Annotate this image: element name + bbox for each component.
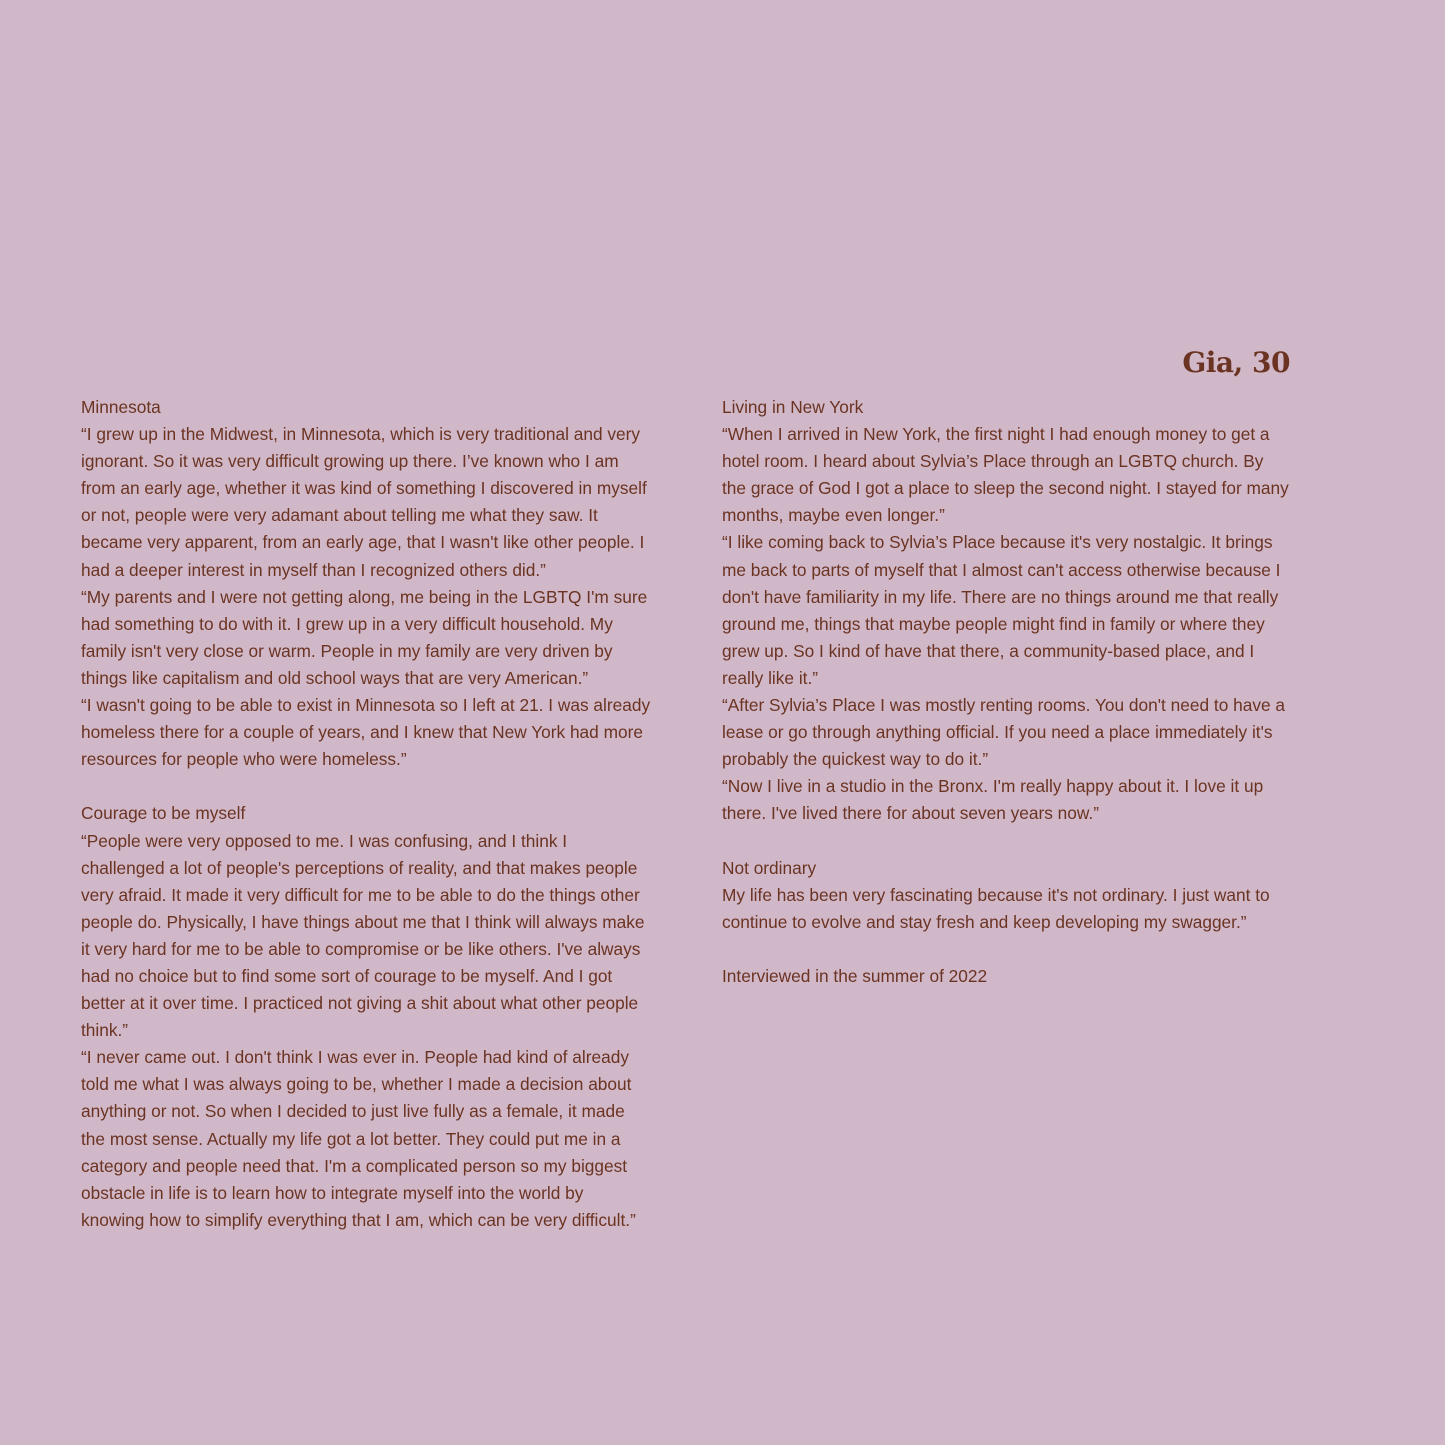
text-line: obstacle in life is to learn how to integrate myself into the world by [81,1182,584,1203]
text-line: told me what I was always going to be, whether I made a decision about [81,1074,632,1095]
text-line: “People were very opposed to me. I was confusing, and I think I [81,830,568,851]
text-line: “Now I live in a studio in the Bronx. I'm really happy about it. I love it up [722,776,1264,797]
text-line: ground me, things that maybe people might find in family or where they [722,613,1265,634]
text-line: don't have familiarity in my life. There are no things around me that really [722,586,1279,607]
text-line: had a deeper interest in myself than I recognized others did.” [81,559,546,580]
text-line: from an early age, whether it was kind of something I discovered in myself [81,478,647,499]
text-line: knowing how to simplify everything that I am, which can be very difficult.” [81,1209,636,1230]
text-line: grew up. So I kind of have that there, a community-based place, and I [722,640,1255,661]
text-line: very afraid. It made it very difficult for me to be able to do the things other [81,884,640,905]
text-line: resources for people who were homeless.” [81,749,407,770]
text-line: the most sense. Actually my life got a lot better. They could put me in a [81,1128,621,1149]
text-line: lease or go through anything official. If you need a place immediately it's [722,722,1273,743]
text-line: probably the quickest way to do it.” [722,749,989,770]
text-line: “After Sylvia’s Place I was mostly renting rooms. You don't need to have a [722,695,1285,716]
text-line: people do. Physically, I have things about me that I think will always make [81,911,645,932]
paragraph-gap [722,936,1322,963]
right-column [722,394,1322,990]
text-line: better at it over time. I practiced not giving a shit about what other people [81,993,639,1014]
text-line: the grace of God I got a place to sleep the second night. I stayed for many [722,478,1289,499]
text-line: had no choice but to find some sort of courage to be myself. And I got [81,965,613,986]
paragraph-gap [722,828,1322,855]
text-line: “My parents and I were not getting along, me being in the LGBTQ I'm sure [81,586,648,607]
section-courage [81,800,681,1234]
text-line: “I wasn't going to be able to exist in Minnesota so I left at 21. I was already [81,695,651,716]
text-line: category and people need that. I'm a complicated person so my biggest [81,1155,628,1176]
text-line: there. I've lived there for about seven years now.” [722,803,1099,824]
paragraph-gap [81,773,681,800]
section-heading: Minnesota [81,397,161,417]
text-line: “When I arrived in New York, the first night I had enough money to get a [722,424,1270,445]
text-line: months, maybe even longer.” [722,505,945,526]
section-heading: Not ordinary [722,857,817,878]
text-line: things like capitalism and old school ways that are very American.” [81,667,589,688]
text-line: “I never came out. I don't think I was ever in. People had kind of already [81,1047,629,1068]
section-heading: Courage to be myself [81,803,246,824]
text-line: me back to parts of myself that I almost can't access otherwise because I [722,559,1281,580]
interview-date-note: Interviewed in the summer of 2022 [722,965,988,986]
section-not-ordinary [722,855,1322,936]
section-heading: Living in New York [722,397,864,417]
section-living-in-new-york [722,394,1322,828]
section-interview-note [722,963,1322,990]
text-line: had something to do with it. I grew up in a very difficult household. My [81,613,613,634]
text-line: or not, people were very adamant about telling me what they saw. It [81,505,598,526]
text-line: “I grew up in the Midwest, in Minnesota, which is very traditional and very [81,424,641,445]
text-line: continue to evolve and stay fresh and keep developing my swagger.” [722,911,1247,932]
page-title: Gia, 30 [1182,346,1290,379]
text-line: ignorant. So it was very difficult growing up there. I’ve known who I am [81,451,619,472]
section-minnesota [81,394,681,773]
text-line: really like it.” [722,667,819,688]
text-line: think.” [81,1020,129,1041]
left-column [81,394,681,1234]
text-line: “I like coming back to Sylvia’s Place because it's very nostalgic. It brings [722,532,1273,553]
text-line: homeless there for a couple of years, and I knew that New York had more [81,722,643,743]
text-line: family isn't very close or warm. People in my family are very driven by [81,640,613,661]
text-line: My life has been very fascinating because it's not ordinary. I just want to [722,884,1270,905]
text-line: challenged a lot of people's perceptions of reality, and that makes people [81,857,638,878]
text-line: hotel room. I heard about Sylvia’s Place through an LGBTQ church. By [722,451,1264,472]
text-line: anything or not. So when I decided to just live fully as a female, it made [81,1101,625,1122]
text-line: it very hard for me to be able to compromise or be like others. I've always [81,938,641,959]
text-line: became very apparent, from an early age, that I wasn't like other people. I [81,532,645,553]
